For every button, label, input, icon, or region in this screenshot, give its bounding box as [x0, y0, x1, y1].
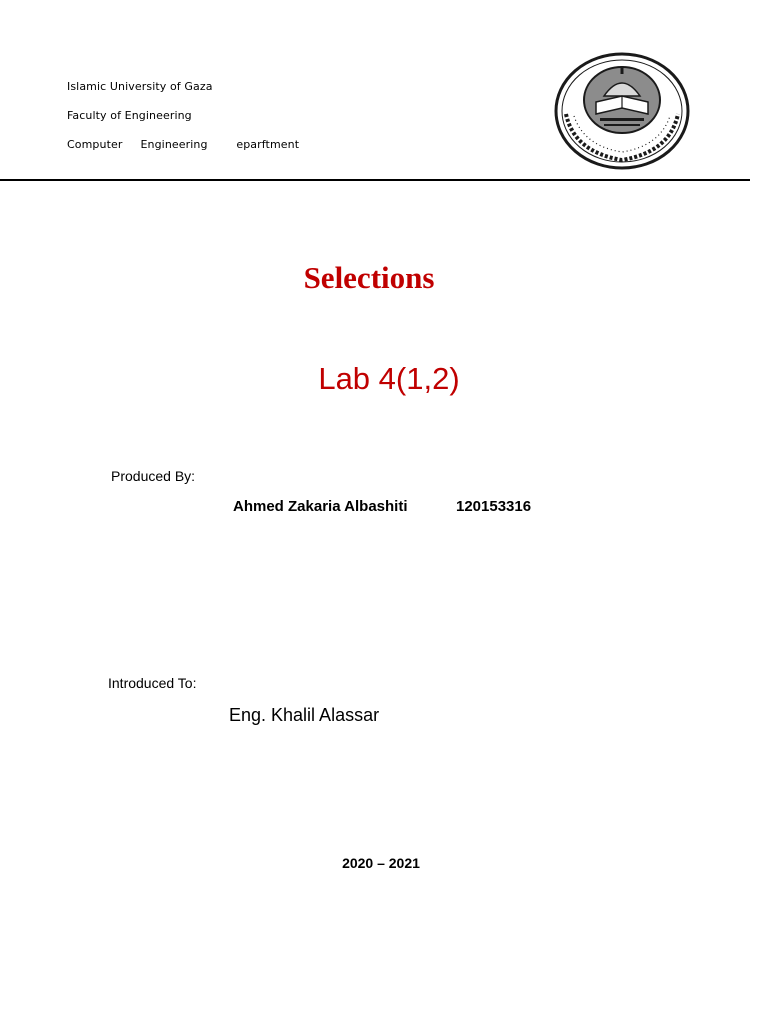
introduced-to-label: Introduced To: — [108, 675, 197, 691]
document-subtitle: Lab 4(1,2) — [318, 361, 460, 396]
university-seal-icon — [554, 52, 690, 170]
author-name: Ahmed Zakaria Albashiti — [233, 498, 408, 515]
university-name: Islamic University of Gaza — [67, 80, 213, 93]
instructor-name: Eng. Khalil Alassar — [229, 705, 380, 725]
produced-by-label: Produced By: — [111, 468, 196, 484]
department-name: Computer Engineering eparftment — [67, 138, 300, 151]
author-id: 120153316 — [456, 498, 532, 515]
document-title: Selections — [303, 260, 435, 295]
header-divider — [0, 179, 750, 181]
academic-year: 2020 – 2021 — [342, 855, 420, 871]
faculty-name: Faculty of Engineering — [67, 109, 192, 122]
